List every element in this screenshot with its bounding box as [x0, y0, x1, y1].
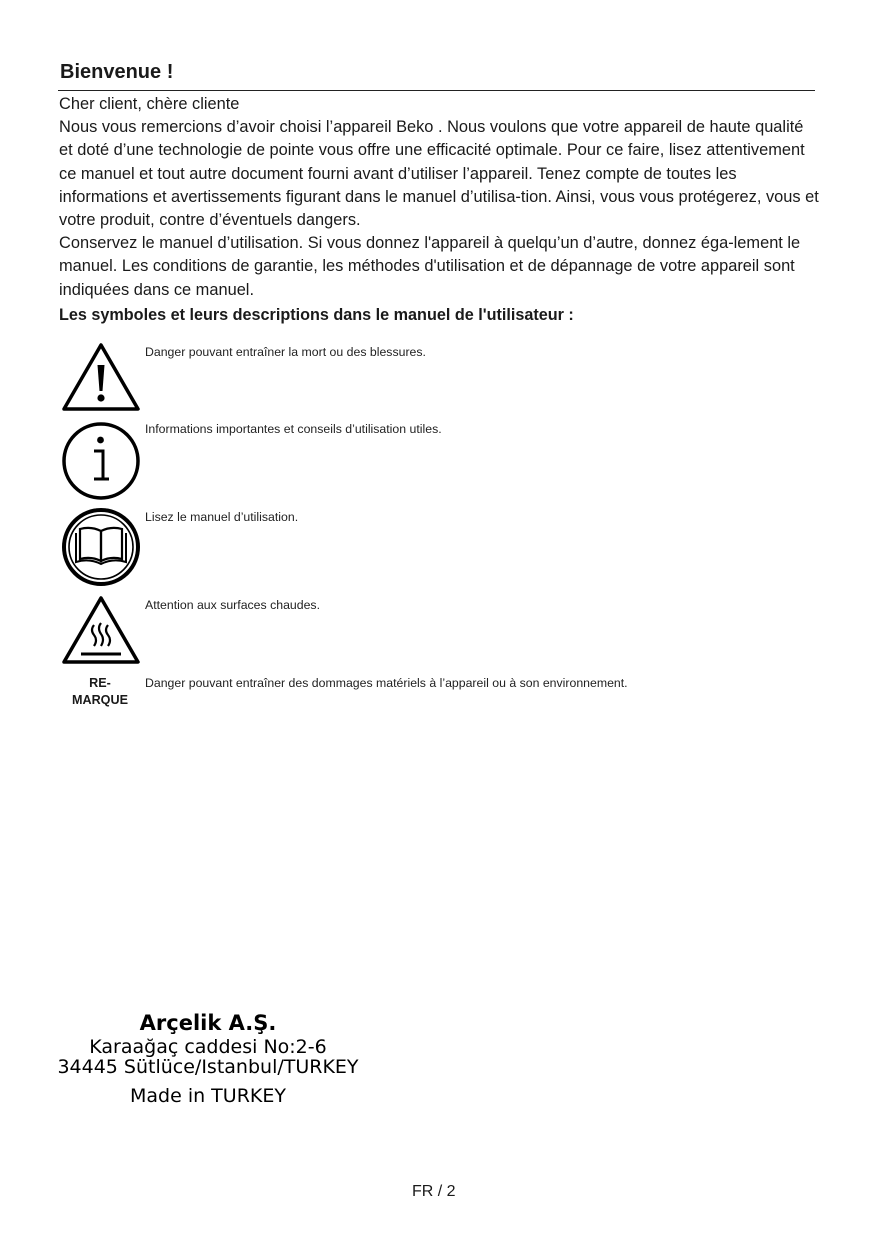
symbol-description-danger: Danger pouvant entraîner la mort ou des blessures. — [145, 345, 426, 359]
intro-text — [59, 93, 819, 302]
remarque-label — [60, 675, 140, 709]
manual-book-icon — [61, 507, 141, 587]
manufacturer-city: 34445 Sütlüce/Istanbul/TURKEY — [57, 1056, 359, 1078]
remarque-label-line1: RE- — [89, 676, 111, 690]
page-number: FR / 2 — [412, 1183, 456, 1200]
hot-surface-icon — [61, 594, 141, 666]
manufacturer-street: Karaağaç caddesi No:2-6 — [89, 1036, 327, 1058]
manufacturer-name: Arçelik A.Ş. — [139, 1011, 277, 1035]
page-title: Bienvenue ! — [60, 61, 174, 83]
info-circle-icon — [61, 421, 141, 501]
manual-paragraph: Conservez le manuel d’utilisation. Si vous donnez l'appareil à quelqu’un d’autre, donnez éga-lement le manuel. Les conditions de garantie, les méthodes d'utilisation et de dépannage de votre appareil sont indiquées dans ce manuel. — [59, 234, 801, 299]
intro-paragraph: Nous vous remercions d’avoir choisi l’appareil Beko . Nous voulons que votre appareil de haute qualité et doté d’une technologie de pointe vous offre une efficacité optimale. Pour ce faire, lisez attentivement ce manuel et tout autre document fourni avant d’utiliser l’appareil. Tenez compte de toutes les informations et avertissements figurant dans le manuel d’utilisa-tion. Ainsi, vous vous protégerez, vous et votre produit, contre d’éventuels dangers. — [59, 118, 819, 230]
symbol-description-remarque: Danger pouvant entraîner des dommages matériels à l’appareil ou à son environnement. — [145, 676, 628, 690]
symbol-description-hot-surface: Attention aux surfaces chaudes. — [145, 598, 320, 612]
warning-triangle-icon — [61, 341, 141, 413]
symbol-description-read-manual: Lisez le manuel d’utilisation. — [145, 510, 299, 524]
greeting: Cher client, chère cliente — [59, 95, 240, 113]
symbol-description-info: Informations importantes et conseils d’utilisation utiles. — [145, 422, 442, 436]
symbols-heading: Les symboles et leurs descriptions dans le manuel de l'utilisateur : — [59, 306, 574, 324]
remarque-label-line2: MARQUE — [72, 693, 128, 707]
manufacturer-origin: Made in TURKEY — [130, 1085, 286, 1107]
title-divider — [58, 90, 815, 91]
